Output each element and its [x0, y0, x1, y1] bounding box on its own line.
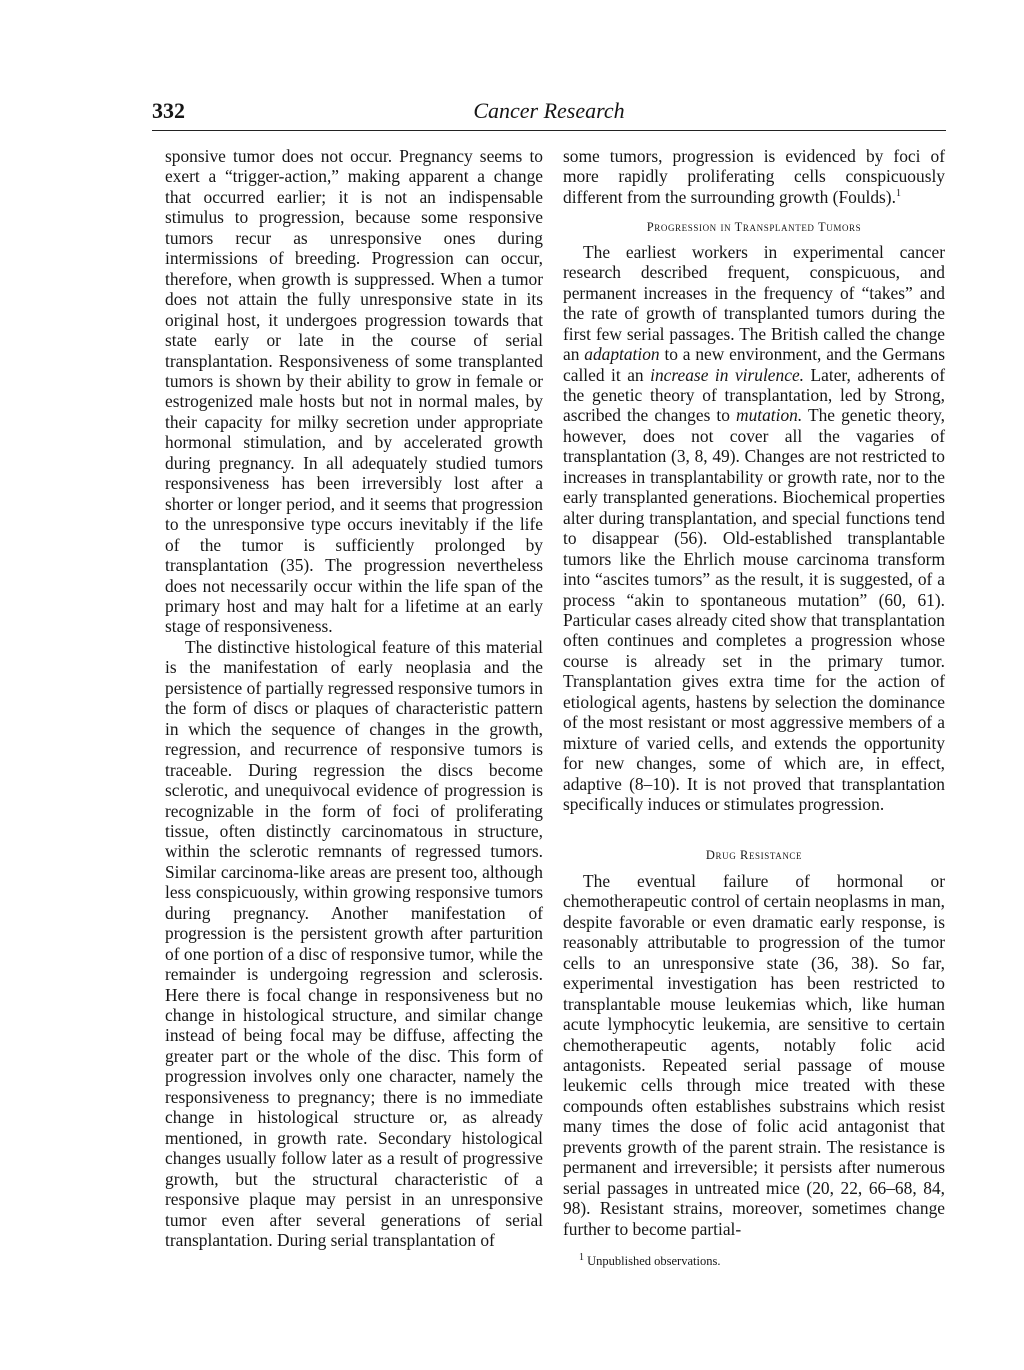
- text-run: to a new environment, and the Germans called it an: [563, 344, 946, 385]
- right-column: [563, 146, 945, 1269]
- paragraph: [563, 242, 945, 815]
- left-column: [165, 146, 543, 1250]
- paragraph-text: some tumors, progression is evidenced by foci of more rapidly proliferating cells conspicuously different from the surrounding growth (Foulds).: [563, 146, 945, 207]
- emphasis-text: increase in virulence.: [650, 364, 805, 385]
- paragraph: [563, 146, 945, 207]
- text-run: The genetic theory, however, does not cover all the vagaries of transplantation (3, 8, 49). Changes are not restricted to increases in transplantability or growth rate, nor to the early transplanted generations. Biochemical properties alter during transplantation, and special functions tend to disappear (56). Old-established transplantable tumors like the Ehrlich mouse carcinoma transform into “ascites tumors” as the result, it is suggested, of a process “akin to spontaneous mutation” (60, 61). Particular cases already cited show that transplantation often continues and completes a progression whose course is already set in the primary tumor. Transplantation gives extra time for the action of etiological agents, hastens by selection the dominance of the most resistant or most aggressive members of a mixture of varied cells, and extends the opportunity for new changes, some of which are, in effect, adaptive (8–10). It is not proved that transplantation specifically induces or stimulates progression.: [563, 405, 945, 815]
- emphasis-text: mutation.: [736, 405, 803, 426]
- page-number: 332: [152, 98, 185, 123]
- paragraph: The eventual failure of hormonal or chemotherapeutic control of certain neoplasms in man, despite favorable or even dramatic early response, is reasonably attributable to progression of the tumor cells to an unresponsive state (36, 38). So far, experimental investigation has been restricted to transplantable mouse leukemias which, like human acute lymphocytic leukemia, are sensitive to certain chemotherapeutic agents, notably folic acid antagonists. Repeated serial passage of mouse leukemic cells through mice treated with these compounds often establishes substrains which resist many times the dose of folic acid antagonist that prevents growth of the parent strain. The resistance is permanent and irreversible; it persists after numerous serial passages in untreated mice (20, 22, 66–68, 84, 98). Resistant strains, moreover, sometimes change further to become partial-: [563, 870, 945, 1239]
- section-heading: Drug Resistance: [705, 847, 803, 862]
- emphasis-text: adaptation: [584, 344, 660, 365]
- running-header: [152, 98, 946, 128]
- paragraph: sponsive tumor does not occur. Pregnancy seems to exert a “trigger-action,” making apparent a change that occurred earlier; it is not an indispensable stimulus to progression, because some responsive tumors recur as unresponsive ones during intermissions of breeding. Progression can occur, therefore, when growth is suppressed. When a tumor does not attain the fully unresponsive state in its original host, it undergoes progression towards that state early or late in the course of serial transplantation. Responsiveness of some transplanted tumors is shown by their ability to grow in female or estrogenized male hosts but not in normal males, by their capacity for milky secretion under appropriate hormonal stimulation, and by accelerated growth during pregnancy. In all adequately studied tumors responsiveness has been irreversibly lost after a shorter or longer period, and it seems that progression to the unresponsive type occurs inevitably if the life of the tumor is sufficiently prolonged by transplantation (35). The progression nevertheless does not necessarily occur within the life span of the primary host and may halt for a lifetime at an early stage of responsiveness.: [165, 146, 543, 637]
- header-rule: [152, 130, 946, 131]
- section-heading: Progression in Transplanted Tumors: [646, 220, 862, 235]
- footnote: [563, 1253, 945, 1269]
- text-run: Later, adherents of the genetic theory of transplantation, led by Strong, ascribed the changes to: [563, 364, 946, 426]
- footnote-reference: 1: [895, 188, 901, 200]
- text-run: The earliest workers in experimental cancer research described frequent, conspicuous, and permanent increases in the frequency of “takes” and the rate of growth of transplanted tumors during the first few serial passages. The British called the change an: [563, 241, 945, 365]
- journal-title: Cancer Research: [473, 98, 625, 123]
- footnote-marker: 1: [579, 1251, 584, 1263]
- paragraph: The distinctive histological feature of this material is the manifestation of early neoplasia and the persistence of partially regressed responsive tumors in the form of discs or plaques of characteristic pattern in which the sequence of changes in the growth, regression, and recurrence of responsive tumors is traceable. During regression the discs become sclerotic, and unequivocal evidence of progression is recognizable in the form of foci of proliferating tissue, often distinctly carcinomatous in structure, within the sclerotic remnants of regressed tumors. Similar carcinoma-like areas are present too, although less conspicuously, within growing responsive tumors during pregnancy. Another manifestation of progression is the persistent growth after parturition of one portion of a disc of responsive tumor, while the remainder is undergoing regression and sclerosis. Here there is focal change in responsiveness but no change in histological structure, and similar change instead of being focal may be diffuse, affecting the greater part or the whole of the disc. This form of progression involves only one character, namely the responsiveness to pregnancy; there is no immediate change in histological structure or, as already mentioned, in growth rate. Secondary histological changes usually follow later as a result of progressive growth, but the structural characteristic of a responsive plaque may persist in an unresponsive tumor even after several generations of serial transplantation. During serial transplantation of: [165, 636, 543, 1251]
- footnote-text: Unpublished observations.: [584, 1254, 721, 1269]
